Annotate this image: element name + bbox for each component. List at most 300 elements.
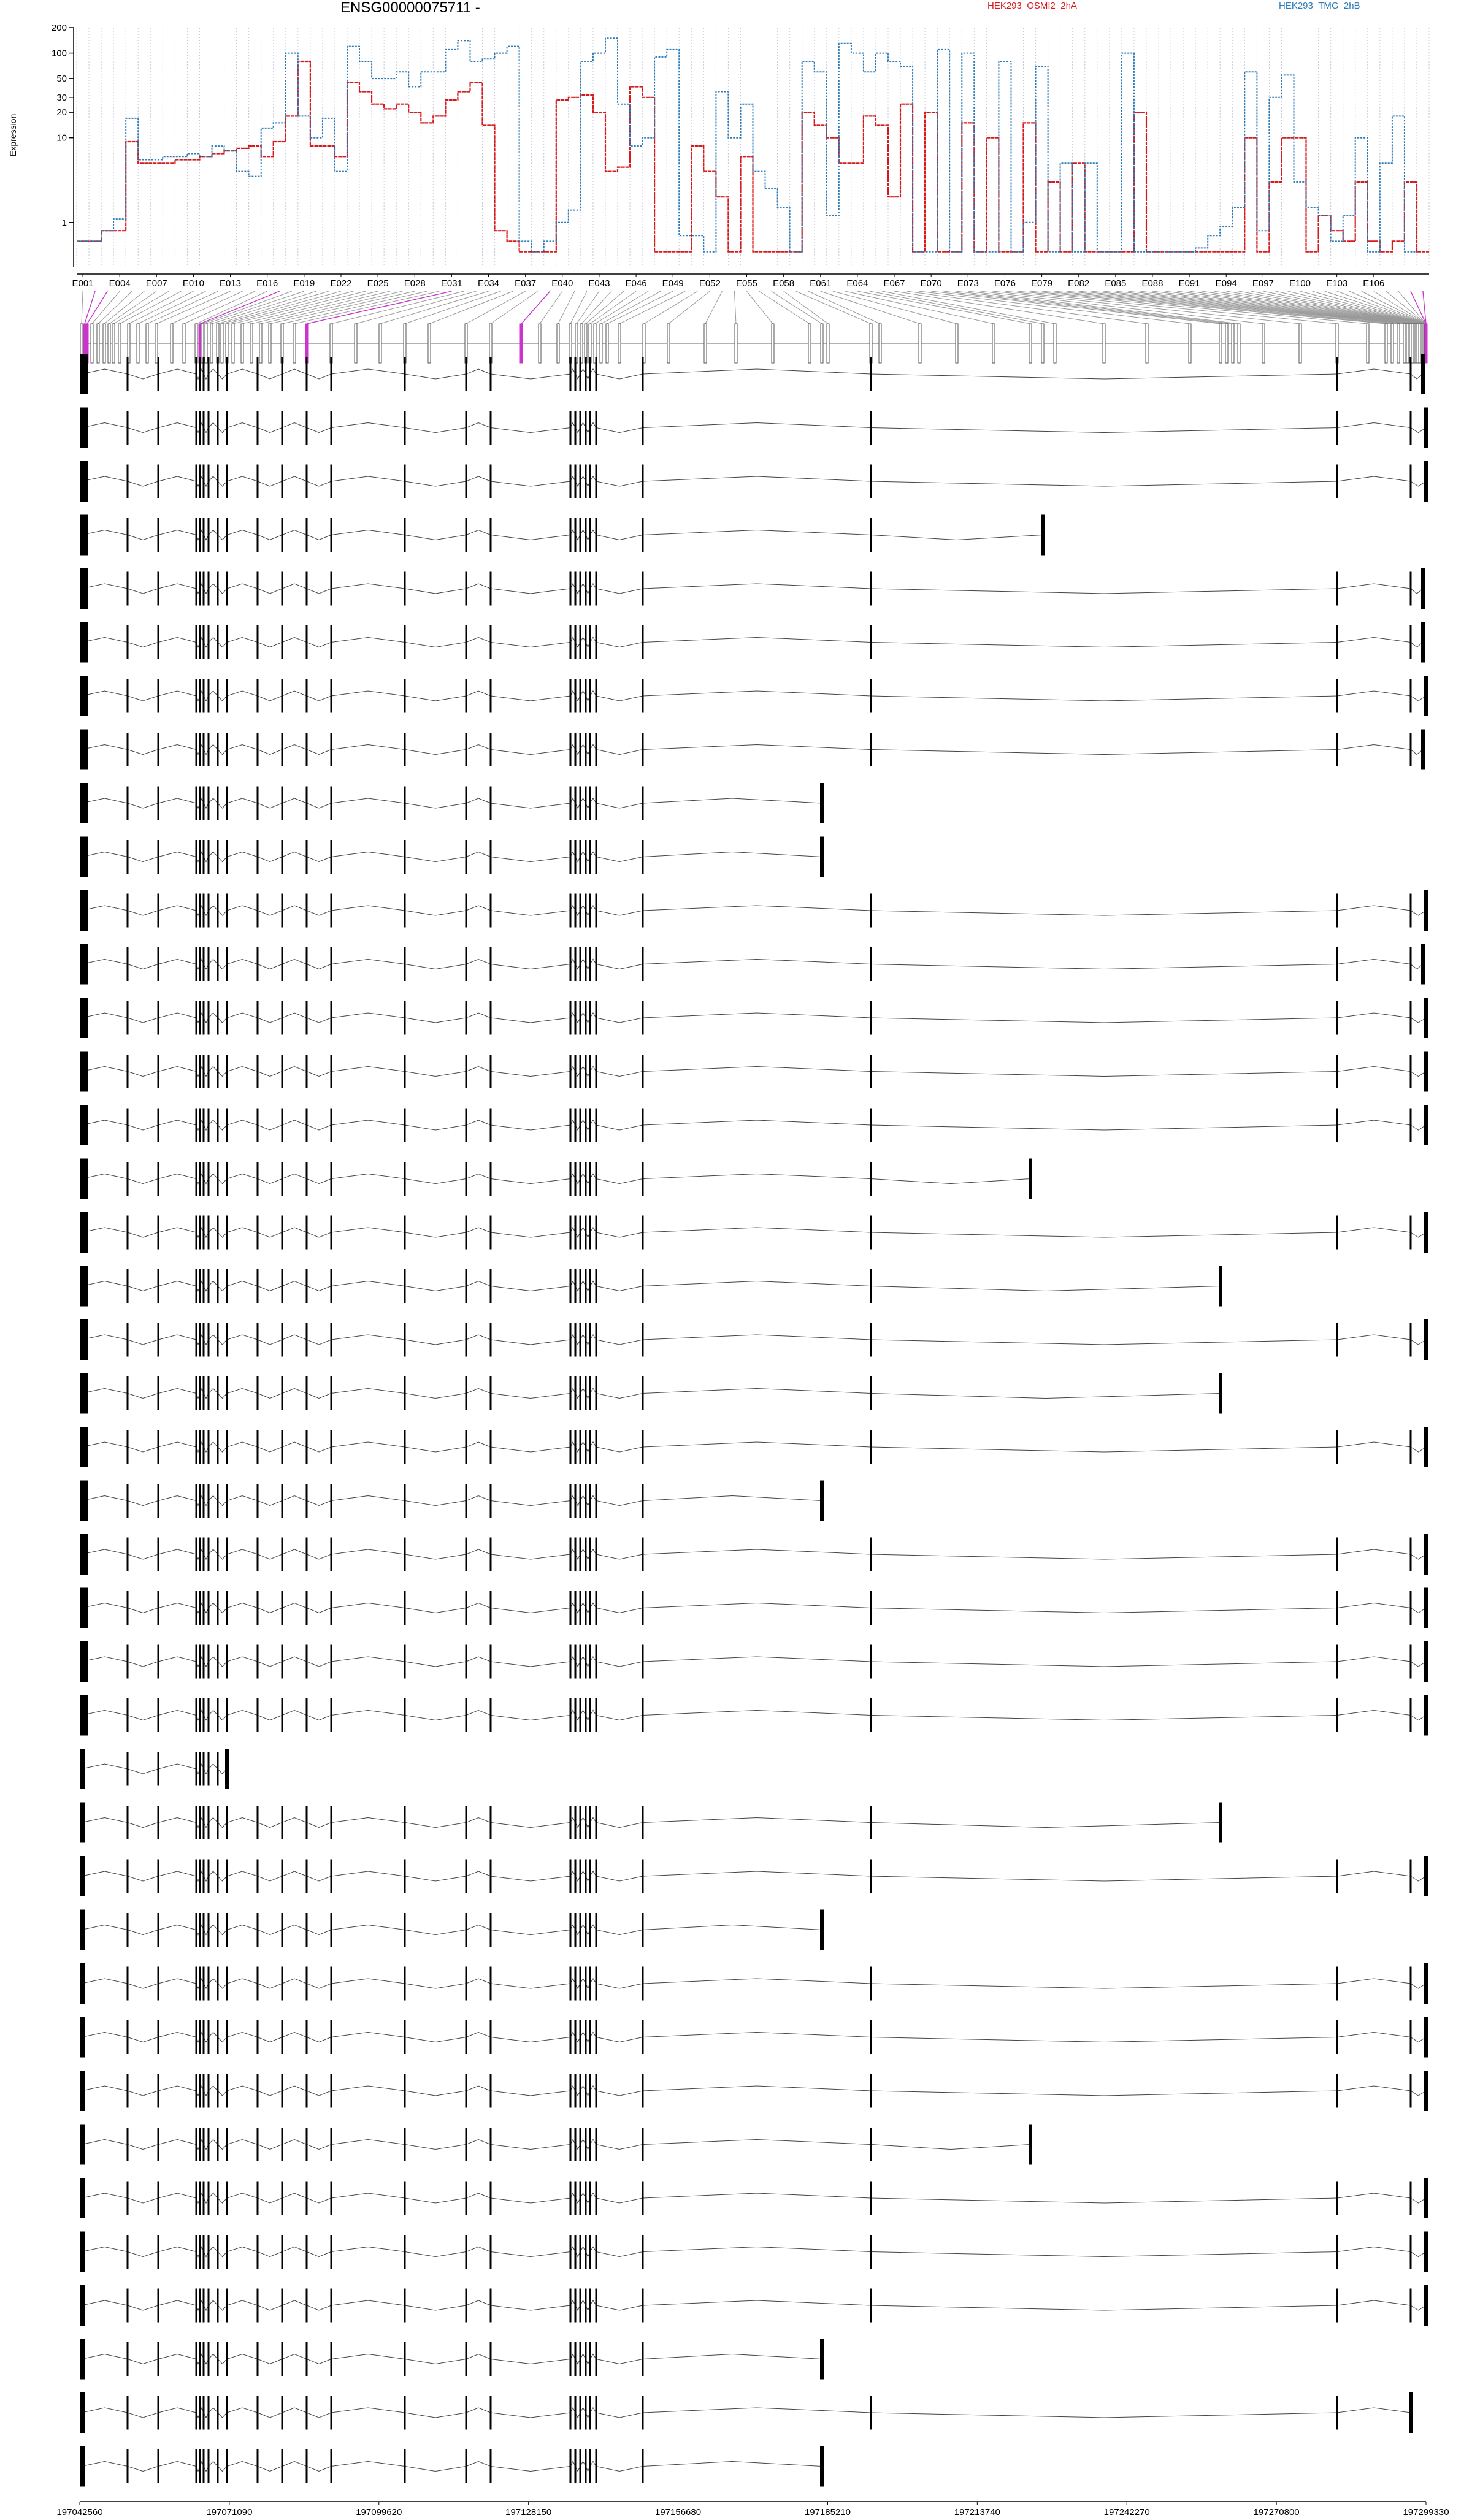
transcript-exon <box>466 2396 467 2430</box>
transcript-first-exon <box>80 2232 85 2272</box>
transcript-intron <box>405 1286 466 1291</box>
transcript-intron <box>258 2413 282 2418</box>
transcript-intron <box>82 530 128 535</box>
transcript-exon <box>575 2342 577 2376</box>
gene-model-exon <box>879 324 881 363</box>
transcript-exon <box>208 2074 210 2108</box>
transcript-exon <box>331 840 332 874</box>
transcript-exon <box>589 733 591 766</box>
transcript-intron <box>158 1711 196 1716</box>
transcript-intron <box>331 1389 405 1394</box>
transcript-intron <box>596 2305 643 2310</box>
transcript-exon <box>596 1913 597 1947</box>
gene-model-exon <box>643 324 645 363</box>
transcript-exon <box>570 1109 572 1142</box>
transcript-intron <box>227 1496 258 1501</box>
transcript-exon <box>199 2449 201 2483</box>
transcript-exon <box>642 572 644 606</box>
gene-model-exon <box>870 324 872 363</box>
transcript-intron <box>227 745 258 750</box>
transcript-exon <box>127 1860 129 1893</box>
transcript-tracks <box>80 354 1428 2487</box>
transcript-exon <box>589 2396 591 2430</box>
transcript-exon <box>575 2128 577 2161</box>
transcript-exon <box>585 1913 587 1947</box>
transcript-exon <box>1421 354 1425 394</box>
transcript-exon <box>331 465 332 498</box>
transcript-exon <box>1029 2125 1032 2165</box>
transcript-exon <box>570 1913 572 1947</box>
transcript-exon <box>642 733 644 766</box>
transcript-track <box>80 1373 1222 1414</box>
transcript-exon <box>282 1484 283 1518</box>
gene-model-exon <box>1029 324 1032 363</box>
transcript-intron <box>596 750 643 755</box>
transcript-exon <box>570 1376 572 1410</box>
transcript-intron <box>258 1662 282 1667</box>
transcript-intron <box>596 1716 643 1720</box>
transcript-exon <box>1041 515 1045 556</box>
transcript-exon <box>570 840 572 874</box>
transcript-exon <box>208 572 210 606</box>
transcript-exon <box>490 947 492 981</box>
gene-model-exon <box>1232 324 1234 363</box>
transcript-intron <box>1337 1013 1411 1018</box>
transcript-intron <box>258 857 282 862</box>
gene-model-exon <box>465 324 467 363</box>
transcript-intron <box>82 852 128 857</box>
transcript-exon <box>1336 1860 1338 1893</box>
gene-model-exon <box>210 324 213 363</box>
transcript-exon <box>331 518 332 552</box>
transcript-exon <box>1410 2289 1412 2323</box>
exon-connector <box>586 291 624 324</box>
transcript-intron <box>331 2140 405 2145</box>
transcript-exon <box>1336 572 1338 606</box>
transcript-intron <box>128 1286 158 1291</box>
transcript-track <box>80 2392 1413 2433</box>
transcript-intron <box>1337 1711 1411 1716</box>
transcript-intron <box>643 2462 822 2467</box>
transcript-exon <box>1336 2235 1338 2269</box>
transcript-exon <box>575 1001 577 1035</box>
transcript-exon <box>158 625 159 659</box>
transcript-exon <box>158 1591 159 1625</box>
transcript-intron <box>466 2408 491 2413</box>
gene-model-exon <box>1054 324 1056 363</box>
transcript-intron <box>331 1335 405 1340</box>
transcript-exon <box>282 1698 283 1732</box>
transcript-exon <box>306 1430 308 1464</box>
gene-model-exon <box>919 324 921 363</box>
transcript-intron <box>128 1232 158 1237</box>
transcript-exon <box>642 1860 644 1893</box>
transcript-exon <box>226 1913 228 1947</box>
transcript-track <box>80 1427 1428 1467</box>
transcript-exon <box>575 787 577 820</box>
transcript-intron <box>218 1286 227 1291</box>
transcript-exon <box>226 2182 228 2215</box>
transcript-exon <box>1410 1323 1412 1357</box>
transcript-exon <box>196 1860 197 1893</box>
transcript-exon <box>596 1538 597 1571</box>
transcript-exon <box>575 2449 577 2483</box>
transcript-intron <box>227 369 258 374</box>
transcript-exon <box>257 572 259 606</box>
transcript-intron <box>596 1930 643 1935</box>
transcript-exon <box>466 357 467 391</box>
transcript-exon <box>257 2020 259 2054</box>
transcript-exon <box>570 894 572 928</box>
transcript-exon <box>642 1216 644 1250</box>
transcript-exon <box>596 1001 597 1035</box>
transcript-intron <box>331 1925 405 1930</box>
transcript-exon <box>404 1109 406 1142</box>
transcript-intron <box>218 1125 227 1130</box>
transcript-exon <box>642 625 644 659</box>
transcript-exon <box>404 411 406 445</box>
transcript-exon <box>257 2182 259 2215</box>
transcript-intron <box>282 960 307 964</box>
transcript-exon <box>589 947 591 981</box>
transcript-exon <box>158 1001 159 1035</box>
transcript-intron <box>491 1340 570 1345</box>
transcript-exon <box>596 2020 597 2054</box>
transcript-exon <box>208 2449 210 2483</box>
transcript-exon <box>490 2074 492 2108</box>
transcript-intron <box>209 2086 218 2091</box>
transcript-intron <box>643 2086 871 2091</box>
transcript-intron <box>227 1335 258 1340</box>
transcript-exon <box>575 1913 577 1947</box>
transcript-intron <box>307 1072 331 1077</box>
transcript-exon <box>226 465 228 498</box>
transcript-intron <box>491 1501 570 1506</box>
transcript-intron <box>405 1340 466 1345</box>
transcript-intron <box>282 1818 307 1823</box>
transcript-exon <box>158 1806 159 1839</box>
transcript-exon <box>1336 947 1338 981</box>
transcript-exon <box>404 894 406 928</box>
transcript-exon <box>158 2074 159 2108</box>
transcript-intron <box>282 2462 307 2467</box>
transcript-intron <box>258 1018 282 1023</box>
transcript-exon <box>226 1591 228 1625</box>
transcript-intron <box>209 1657 218 1662</box>
transcript-exon <box>589 2182 591 2215</box>
gene-model-exon <box>589 324 591 363</box>
transcript-intron <box>405 696 466 701</box>
transcript-exon <box>1410 1698 1412 1732</box>
transcript-exon <box>257 2396 259 2430</box>
y-tick-label: 1 <box>61 217 67 228</box>
transcript-first-exon <box>80 1266 88 1307</box>
transcript-exon <box>585 1001 587 1035</box>
transcript-exon <box>1336 2396 1338 2430</box>
transcript-intron <box>218 374 227 379</box>
transcript-intron <box>128 1340 158 1345</box>
transcript-exon <box>282 1860 283 1893</box>
transcript-exon <box>306 572 308 606</box>
transcript-exon <box>226 411 228 445</box>
transcript-intron <box>405 2145 466 2150</box>
transcript-exon <box>870 1591 872 1625</box>
transcript-exon <box>257 1698 259 1732</box>
transcript-exon <box>196 2449 197 2483</box>
transcript-intron <box>466 2140 491 2145</box>
transcript-exon <box>199 1913 201 1947</box>
transcript-exon <box>282 2289 283 2323</box>
genomic-tick-label: 197156680 <box>655 2507 702 2518</box>
transcript-exon <box>1424 408 1428 448</box>
transcript-exon <box>1424 1695 1428 1736</box>
transcript-intron <box>128 2198 158 2203</box>
exon-tick-label: E016 <box>256 278 278 289</box>
transcript-exon <box>1336 2074 1338 2108</box>
gene-model-exon <box>1299 324 1301 363</box>
transcript-intron <box>227 1067 258 1072</box>
transcript-intron <box>596 911 643 915</box>
transcript-exon <box>575 2182 577 2215</box>
transcript-exon <box>203 1001 205 1035</box>
transcript-intron <box>466 530 491 535</box>
transcript-exon <box>642 1376 644 1410</box>
transcript-intron <box>82 1013 128 1018</box>
transcript-exon <box>127 1967 129 2001</box>
transcript-exon <box>580 787 581 820</box>
transcript-exon <box>575 840 577 874</box>
transcript-exon <box>226 1967 228 2001</box>
transcript-exon <box>580 1538 581 1571</box>
transcript-intron <box>466 476 491 481</box>
transcript-exon <box>1424 890 1428 931</box>
transcript-intron <box>466 1871 491 1876</box>
gene-model-exon <box>91 324 93 363</box>
gene-model-exon <box>704 324 707 363</box>
transcript-exon <box>1424 1212 1428 1253</box>
transcript-exon <box>596 625 597 659</box>
transcript-intron <box>466 1979 491 1984</box>
transcript-exon <box>466 2342 467 2376</box>
transcript-exon <box>217 1538 219 1571</box>
transcript-exon <box>203 1806 205 1839</box>
transcript-intron <box>282 2354 307 2359</box>
transcript-exon <box>203 2074 205 2108</box>
transcript-exon <box>1410 2074 1412 2108</box>
transcript-exon <box>127 1269 129 1303</box>
transcript-exon <box>158 1323 159 1357</box>
transcript-exon <box>208 2020 210 2054</box>
transcript-exon <box>466 2182 467 2215</box>
transcript-intron <box>491 589 570 594</box>
transcript-exon <box>596 894 597 928</box>
exon-tick-label: E079 <box>1031 278 1053 289</box>
transcript-intron <box>258 2198 282 2203</box>
exon-connector <box>992 291 1300 324</box>
transcript-exon <box>596 1806 597 1839</box>
transcript-intron <box>871 428 1337 433</box>
transcript-exon <box>127 2128 129 2161</box>
transcript-intron <box>596 696 643 701</box>
transcript-exon <box>589 465 591 498</box>
transcript-exon <box>208 1162 210 1196</box>
transcript-intron <box>128 2145 158 2150</box>
transcript-exon <box>642 679 644 713</box>
transcript-exon <box>203 733 205 766</box>
transcript-exon <box>306 2020 308 2054</box>
transcript-intron <box>331 960 405 964</box>
transcript-exon <box>596 947 597 981</box>
transcript-exon <box>585 733 587 766</box>
transcript-exon <box>208 1109 210 1142</box>
transcript-exon <box>208 2289 210 2323</box>
transcript-exon <box>217 1216 219 1250</box>
transcript-exon <box>596 1860 597 1893</box>
transcript-exon <box>585 840 587 874</box>
transcript-intron <box>1337 745 1411 750</box>
transcript-track <box>80 2232 1428 2272</box>
transcript-intron <box>258 1072 282 1077</box>
transcript-exon <box>331 1806 332 1839</box>
transcript-intron <box>218 2305 227 2310</box>
transcript-exon <box>870 1430 872 1464</box>
transcript-exon <box>575 465 577 498</box>
transcript-exon <box>1421 944 1425 985</box>
transcript-exon <box>596 572 597 606</box>
transcript-track <box>80 837 824 877</box>
transcript-exon <box>257 1645 259 1679</box>
transcript-exon <box>642 840 644 874</box>
transcript-intron <box>82 1174 128 1179</box>
transcript-intron <box>82 476 128 481</box>
transcript-intron <box>227 1711 258 1716</box>
transcript-exon <box>570 1162 572 1196</box>
transcript-intron <box>1411 2091 1426 2096</box>
transcript-intron <box>643 530 871 535</box>
transcript-intron <box>491 2198 570 2203</box>
transcript-intron <box>1411 1554 1426 1559</box>
transcript-exon <box>870 2182 872 2215</box>
transcript-intron <box>466 1067 491 1072</box>
transcript-exon <box>466 679 467 713</box>
transcript-intron <box>331 1067 405 1072</box>
transcript-exon <box>217 1430 219 1464</box>
gene-model-exon <box>569 324 572 363</box>
transcript-exon <box>282 411 283 445</box>
gene-model-exon <box>217 324 219 363</box>
transcript-exon <box>196 1376 197 1410</box>
transcript-intron <box>331 2408 405 2413</box>
transcript-exon <box>203 411 205 445</box>
transcript-exon <box>208 2182 210 2215</box>
transcript-exon <box>589 625 591 659</box>
transcript-intron <box>307 643 331 647</box>
transcript-exon <box>575 357 577 391</box>
transcript-exon <box>196 1323 197 1357</box>
gene-model-exon <box>594 324 596 363</box>
transcript-intron <box>258 589 282 594</box>
transcript-exon <box>306 894 308 928</box>
transcript-exon <box>331 1967 332 2001</box>
transcript-intron <box>643 1281 871 1286</box>
transcript-first-exon <box>80 408 88 448</box>
transcript-intron <box>227 1818 258 1823</box>
gene-model-exon <box>250 324 253 363</box>
transcript-intron <box>405 1984 466 1988</box>
transcript-exon <box>596 2074 597 2108</box>
transcript-exon <box>580 2182 581 2215</box>
transcript-exon <box>570 2449 572 2483</box>
transcript-exon <box>589 1162 591 1196</box>
transcript-intron <box>405 1608 466 1613</box>
transcript-exon <box>306 625 308 659</box>
exon-tick-label: E073 <box>957 278 979 289</box>
transcript-intron <box>466 638 491 643</box>
transcript-exon <box>203 1645 205 1679</box>
transcript-intron <box>643 691 871 696</box>
transcript-intron <box>307 2091 331 2096</box>
transcript-exon <box>1424 1319 1428 1360</box>
transcript-intron <box>307 1179 331 1184</box>
exon-connector <box>233 291 366 324</box>
transcript-exon <box>490 1698 492 1732</box>
transcript-intron <box>258 1286 282 1291</box>
exon-connector <box>242 291 378 324</box>
gene-model-exon <box>108 324 110 363</box>
transcript-intron <box>405 428 466 433</box>
exon-tick-label: E094 <box>1215 278 1237 289</box>
exon-connector <box>405 291 501 324</box>
transcript-intron <box>871 1232 1337 1237</box>
transcript-track <box>80 2178 1428 2218</box>
transcript-exon <box>490 357 492 391</box>
transcript-exon <box>199 1001 201 1035</box>
transcript-exon <box>208 1591 210 1625</box>
transcript-exon <box>203 679 205 713</box>
transcript-exon <box>196 2396 197 2430</box>
exon-connector <box>294 291 439 324</box>
transcript-exon <box>127 733 129 766</box>
transcript-exon <box>226 2020 228 2054</box>
transcript-exon <box>589 1430 591 1464</box>
transcript-intron <box>282 2140 307 2145</box>
transcript-intron <box>158 1013 196 1018</box>
transcript-intron <box>405 1823 466 1828</box>
transcript-intron <box>643 1496 822 1501</box>
transcript-exon <box>306 1806 308 1839</box>
transcript-intron <box>282 1549 307 1554</box>
transcript-exon <box>466 1484 467 1518</box>
transcript-intron <box>871 1179 1030 1184</box>
transcript-intron <box>405 2305 466 2310</box>
transcript-exon <box>226 1269 228 1303</box>
transcript-exon <box>306 1860 308 1893</box>
transcript-exon <box>575 1806 577 1839</box>
transcript-intron <box>209 1281 218 1286</box>
transcript-exon <box>1410 1645 1412 1679</box>
gene-model-exon <box>305 324 308 363</box>
transcript-exon <box>203 787 205 820</box>
transcript-intron <box>491 428 570 433</box>
transcript-exon <box>208 1752 210 1786</box>
transcript-exon <box>570 1001 572 1035</box>
transcript-exon <box>127 1484 129 1518</box>
transcript-intron <box>218 1072 227 1077</box>
genomic-tick-label: 197071090 <box>206 2507 253 2518</box>
transcript-intron <box>1411 1608 1426 1613</box>
transcript-exon <box>306 679 308 713</box>
transcript-exon <box>575 572 577 606</box>
